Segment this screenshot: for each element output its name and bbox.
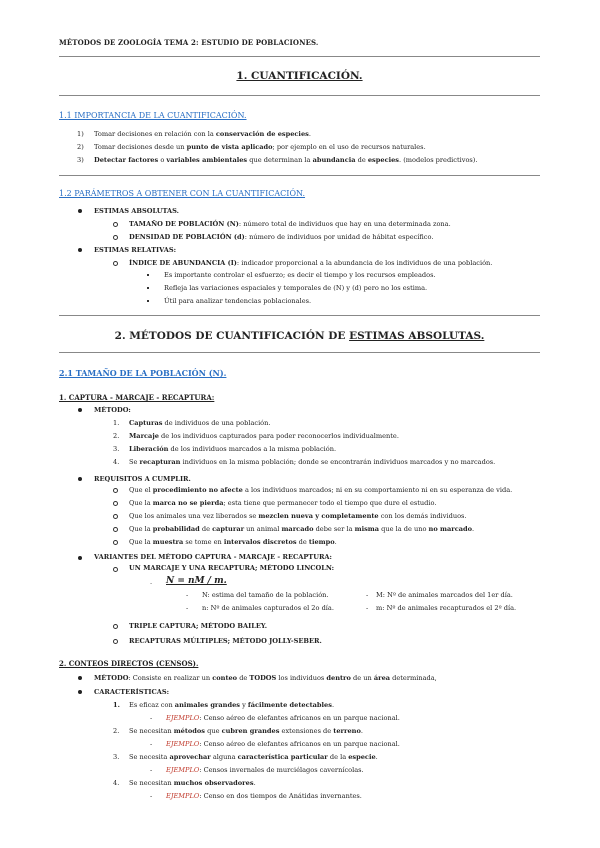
section-2-title: 2. MÉTODOS DE CUANTIFICACIÓN DE ESTIMAS ABSOLUTAS. bbox=[114, 330, 485, 342]
circle-bullet-icon bbox=[113, 514, 118, 519]
circle-bullet-icon bbox=[113, 624, 118, 629]
divider bbox=[59, 56, 540, 57]
list-label: MÉTODO: bbox=[94, 406, 131, 414]
bullet-icon bbox=[78, 556, 82, 560]
circle-bullet-icon bbox=[113, 540, 118, 545]
list-item: Se necesitan muchos observadores. bbox=[129, 779, 256, 787]
list-label: VARIANTES DEL MÉTODO CAPTURA - MARCAJE - RECAPTURA: bbox=[94, 553, 332, 561]
bullet-icon bbox=[78, 676, 82, 680]
legend-dash: - bbox=[366, 604, 369, 612]
divider bbox=[59, 352, 540, 353]
circle-bullet-icon bbox=[113, 567, 118, 572]
list-item-number: 1. bbox=[113, 419, 120, 427]
square-bullet-icon bbox=[147, 300, 149, 302]
list-item: DENSIDAD DE POBLACIÓN (d): número de individuos por unidad de hábitat específico. bbox=[129, 233, 434, 241]
list-label: ESTIMAS ABSOLUTAS. bbox=[94, 207, 179, 215]
list-item: TRIPLE CAPTURA; MÉTODO BAILEY. bbox=[129, 622, 268, 630]
legend-item: M: Nº de animales marcados del 1er día. bbox=[376, 591, 513, 599]
circle-bullet-icon bbox=[113, 222, 118, 227]
legend-dash: - bbox=[186, 604, 189, 612]
method-2-title: 2. CONTEOS DIRECTOS (CENSOS). bbox=[59, 659, 199, 668]
list-item: Se recapturan individuos en la misma población; donde se encontrarán individuos marcados y no marcados. bbox=[129, 458, 496, 466]
circle-bullet-icon bbox=[113, 488, 118, 493]
list-item: Es importante controlar el esfuerzo; es decir el tiempo y los recursos empleados. bbox=[164, 271, 436, 279]
formula-bullet: . bbox=[150, 578, 153, 586]
legend-dash: - bbox=[366, 591, 369, 599]
list-item-number: 2. bbox=[113, 727, 120, 735]
legend-dash: - bbox=[186, 591, 189, 599]
section-1-title: 1. CUANTIFICACIÓN. bbox=[236, 70, 363, 82]
list-item: UN MARCAJE Y UNA RECAPTURA; MÉTODO LINCOLN: bbox=[129, 564, 335, 572]
list-item-number: 2. bbox=[113, 432, 120, 440]
list-item: ÍNDICE DE ABUNDANCIA (I): indicador proporcional a la abundancia de los individuos de una población. bbox=[129, 259, 493, 267]
list-label: ESTIMAS RELATIVAS: bbox=[94, 246, 177, 254]
circle-bullet-icon bbox=[113, 261, 118, 266]
legend-item: n: Nº de animales capturados el 2o día. bbox=[202, 604, 334, 612]
circle-bullet-icon bbox=[113, 639, 118, 644]
list-item-number: 4. bbox=[113, 779, 120, 787]
list-item: Tomar decisiones desde un punto de vista aplicado; por ejemplo en el uso de recursos naturales. bbox=[94, 143, 426, 151]
legend-item: N: estima del tamaño de la población. bbox=[202, 591, 329, 599]
list-item-number: 4. bbox=[113, 458, 120, 466]
list-item-number: 3. bbox=[113, 445, 120, 453]
example-text: EJEMPLO: Censo en dos tiempos de Anátidas invernantes. bbox=[166, 792, 362, 800]
square-bullet-icon bbox=[147, 287, 149, 289]
list-item: Marcaje de los individuos capturados para poder reconocerlos individualmente. bbox=[129, 432, 399, 440]
list-item: Se necesitan métodos que cubren grandes extensiones de terreno. bbox=[129, 727, 363, 735]
example-text: EJEMPLO: Censo aéreo de elefantes africanos en un parque nacional. bbox=[166, 714, 400, 722]
list-label: REQUISITOS A CUMPLIR. bbox=[94, 475, 191, 483]
bullet-icon bbox=[78, 408, 82, 412]
subsection-2-1-title: 2.1 TAMAÑO DE LA POBLACIÓN (N). bbox=[59, 368, 227, 378]
list-item: Detectar factores o variables ambientales que determinan la abundancia de especies. (modelos predictivos). bbox=[94, 156, 478, 164]
list-item: Es eficaz con animales grandes y fácilmente detectables. bbox=[129, 701, 335, 709]
list-item: Tomar decisiones en relación con la conservación de especies. bbox=[94, 130, 311, 138]
example-text: EJEMPLO: Censos invernales de murciélagos cavernícolas. bbox=[166, 766, 364, 774]
bullet-icon bbox=[78, 690, 82, 694]
circle-bullet-icon bbox=[113, 501, 118, 506]
list-item: Liberación de los individuos marcados a la misma población. bbox=[129, 445, 337, 453]
lincoln-formula: N = nM / m. bbox=[166, 576, 227, 586]
list-item: RECAPTURAS MÚLTIPLES; MÉTODO JOLLY-SEBER. bbox=[129, 637, 322, 645]
list-item: Que la probabilidad de capturar un animal marcado debe ser la misma que la de uno no marcado. bbox=[129, 525, 475, 533]
legend-item: m: Nº de animales recapturados el 2º día. bbox=[376, 604, 517, 612]
subsection-1-2-title: 1.2 PARÁMETROS A OBTENER CON LA CUANTIFICACIÓN. bbox=[59, 189, 306, 198]
list-item: Que la marca no se pierda; esta tiene que permanecer todo el tiempo que dure el estudio. bbox=[129, 499, 437, 507]
list-item-number: 3. bbox=[113, 753, 120, 761]
square-bullet-icon bbox=[147, 274, 149, 276]
list-item: Refleja las variaciones espaciales y temporales de (N) y (d) pero no los estima. bbox=[164, 284, 428, 292]
list-item-number: 1. bbox=[113, 701, 120, 709]
list-item-number: 2) bbox=[77, 143, 84, 151]
list-item: Útil para analizar tendencias poblacionales. bbox=[164, 297, 312, 305]
example-dash: - bbox=[150, 740, 153, 748]
list-label: CARACTERÍSTICAS: bbox=[94, 688, 170, 696]
divider bbox=[59, 175, 540, 176]
example-dash: - bbox=[150, 766, 153, 774]
circle-bullet-icon bbox=[113, 235, 118, 240]
list-item: Se necesita aprovechar alguna característica particular de la especie. bbox=[129, 753, 378, 761]
example-dash: - bbox=[150, 714, 153, 722]
circle-bullet-icon bbox=[113, 527, 118, 532]
list-item: MÉTODO: Consiste en realizar un conteo de TODOS los individuos dentro de un área determinada, bbox=[94, 674, 437, 682]
bullet-icon bbox=[78, 209, 82, 213]
divider bbox=[59, 315, 540, 316]
list-item-number: 1) bbox=[77, 130, 84, 138]
divider bbox=[59, 95, 540, 96]
list-item: Capturas de individuos de una población. bbox=[129, 419, 271, 427]
method-1-title: 1. CAPTURA - MARCAJE - RECAPTURA: bbox=[59, 393, 215, 402]
list-item: Que la muestra se tome en intervalos discretos de tiempo. bbox=[129, 538, 337, 546]
bullet-icon bbox=[78, 477, 82, 481]
list-item: Que el procedimiento no afecte a los individuos marcados; ni en su comportamiento ni en su esperanza de vida. bbox=[129, 486, 513, 494]
bullet-icon bbox=[78, 248, 82, 252]
list-item: TAMAÑO DE POBLACIÓN (N): número total de individuos que hay en una determinada zona. bbox=[129, 220, 451, 228]
subsection-1-1-title: 1.1 IMPORTANCIA DE LA CUANTIFICACIÓN. bbox=[59, 111, 247, 120]
page-header: MÉTODOS DE ZOOLOGÍA TEMA 2: ESTUDIO DE POBLACIONES. bbox=[59, 38, 319, 47]
list-item-number: 3) bbox=[77, 156, 84, 164]
example-dash: - bbox=[150, 792, 153, 800]
list-item: Que los animales una vez liberados se mezclen nueva y completamente con los demás individuos. bbox=[129, 512, 467, 520]
example-text: EJEMPLO: Censo aéreo de elefantes africanos en un parque nacional. bbox=[166, 740, 400, 748]
